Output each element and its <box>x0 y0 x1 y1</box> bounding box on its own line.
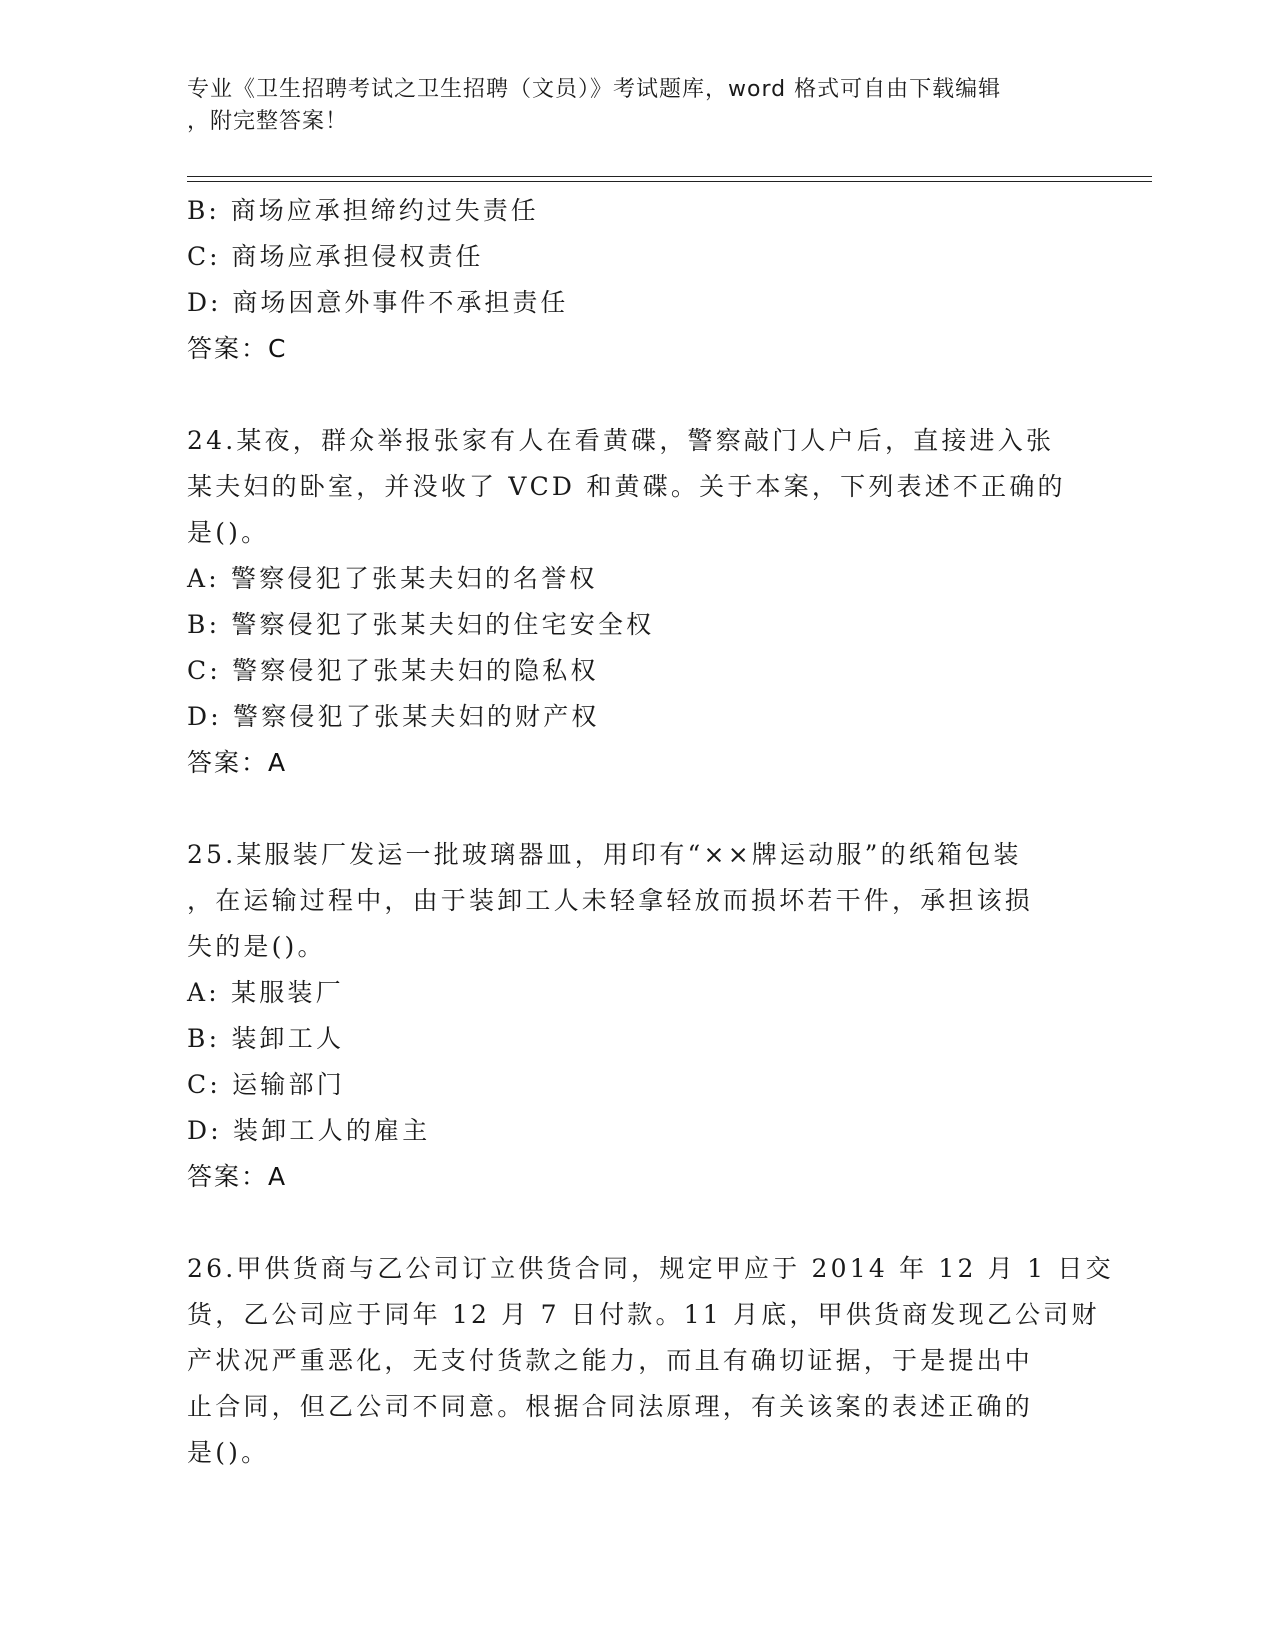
header-line-1: 专业《卫生招聘考试之卫生招聘（文员）》考试题库，word 格式可自由下载编辑 <box>187 77 1002 102</box>
document-body <box>187 188 1114 1476</box>
question-text-line: 是()。 <box>187 1438 270 1467</box>
question-text-line: 止合同，但乙公司不同意。根据合同法原理，有关该案的表述正确的 <box>187 1392 1034 1421</box>
question-text-line: 是()。 <box>187 518 270 547</box>
option-c: C: 运输部门 <box>187 1070 345 1099</box>
option-d: D: 警察侵犯了张某夫妇的财产权 <box>187 702 600 731</box>
question-text-line: 货，乙公司应于同年 12 月 7 日付款。11 月底，甲供货商发现乙公司财 <box>187 1300 1100 1329</box>
spacer <box>187 372 1087 418</box>
question-text-line: 25.某服装厂发运一批玻璃器皿，用印有“××牌运动服”的纸箱包装 <box>187 840 1022 869</box>
header-line-2: ，附完整答案！ <box>187 109 349 134</box>
answer-line: 答案：A <box>187 748 288 777</box>
header-divider-bottom <box>187 181 1152 182</box>
answer-line: 答案：C <box>187 334 288 363</box>
option-c: C: 商场应承担侵权责任 <box>187 242 484 271</box>
option-b: B: 装卸工人 <box>187 1024 345 1053</box>
header-divider-top <box>187 176 1152 177</box>
question-block-25 <box>187 832 1087 1200</box>
question-text-line: 26.甲供货商与乙公司订立供货合同，规定甲应于 2014 年 12 月 1 日交 <box>187 1254 1114 1283</box>
question-text-line: 某夫妇的卧室，并没收了 VCD 和黄碟。关于本案，下列表述不正确的 <box>187 472 1066 501</box>
spacer <box>187 1200 1087 1246</box>
spacer <box>187 786 1087 832</box>
option-a: A: 警察侵犯了张某夫妇的名誉权 <box>187 564 598 593</box>
option-b: B: 警察侵犯了张某夫妇的住宅安全权 <box>187 610 655 639</box>
question-block-26 <box>187 1246 1114 1476</box>
question-text-line: 失的是()。 <box>187 932 326 961</box>
option-b: B: 商场应承担缔约过失责任 <box>187 196 539 225</box>
document-header <box>187 74 1077 138</box>
question-block-24 <box>187 418 1087 786</box>
option-d: D: 商场因意外事件不承担责任 <box>187 288 569 317</box>
answer-line: 答案：A <box>187 1162 288 1191</box>
option-d: D: 装卸工人的雇主 <box>187 1116 431 1145</box>
question-text-line: 24.某夜，群众举报张家有人在看黄碟，警察敲门人户后，直接进入张 <box>187 426 1055 455</box>
option-a: A: 某服装厂 <box>187 978 344 1007</box>
question-text-line: 产状况严重恶化，无支付货款之能力，而且有确切证据，于是提出中 <box>187 1346 1034 1375</box>
option-c: C: 警察侵犯了张某夫妇的隐私权 <box>187 656 599 685</box>
question-block-23 <box>187 188 1087 372</box>
question-text-line: ，在运输过程中，由于装卸工人未轻拿轻放而损坏若干件，承担该损 <box>187 886 1034 915</box>
